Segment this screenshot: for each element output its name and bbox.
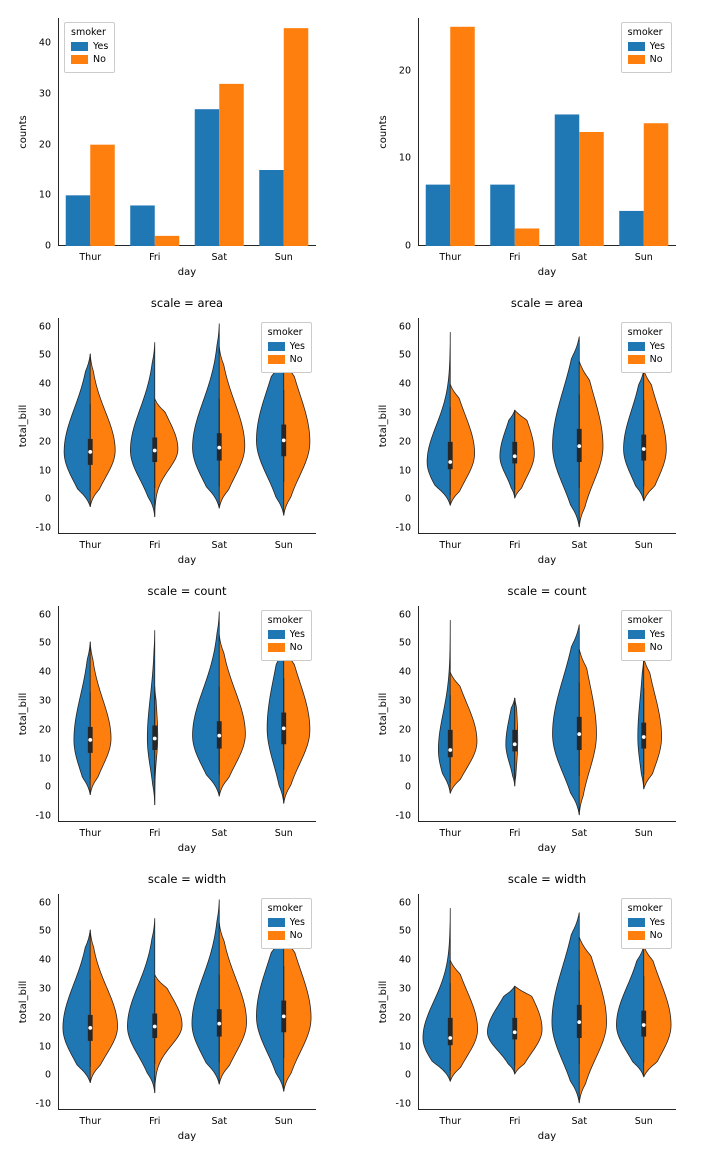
legend-swatch-icon: [268, 342, 285, 351]
plot-area: [378, 318, 676, 566]
x-tick-label: Thur: [439, 252, 462, 263]
x-tick-label: Sun: [634, 828, 653, 839]
y-tick-label: 0: [404, 240, 411, 252]
y-tick-label: 60: [398, 321, 411, 333]
violin-fri-no: [155, 399, 178, 517]
chart-panel: [0, 288, 360, 576]
violin-sat-no: [579, 649, 596, 815]
bar-no-thur: [450, 27, 475, 246]
y-tick-label: 60: [38, 321, 51, 333]
box-iqr: [512, 442, 517, 464]
x-tick-label: Sat: [571, 828, 588, 839]
bar-no-thur: [90, 145, 115, 246]
panel-title: scale = area: [150, 296, 224, 310]
legend-smoker: [621, 898, 672, 949]
box-median-marker: [88, 1026, 92, 1030]
y-tick-label: 0: [44, 493, 51, 505]
legend-item-label: Yes: [289, 341, 305, 352]
legend-item-label: Yes: [93, 41, 109, 52]
legend-title: smoker: [627, 903, 663, 914]
box-median-marker: [217, 1022, 221, 1026]
y-tick-label: 10: [398, 753, 411, 765]
x-tick-label: Thur: [439, 540, 462, 551]
y-tick-label: 20: [398, 65, 411, 77]
box-median-marker: [88, 450, 92, 454]
bar-no-sun: [644, 123, 669, 246]
chart-panel: [0, 864, 360, 1152]
y-tick-label: 50: [398, 637, 411, 649]
violin-sat-no: [219, 923, 246, 1084]
legend-item-label: No: [649, 354, 663, 365]
legend-swatch-icon: [71, 55, 88, 64]
legend-swatch-icon: [628, 55, 645, 64]
box-iqr: [512, 730, 517, 752]
legend-title: smoker: [267, 903, 303, 914]
violin-thur-no: [450, 960, 477, 1081]
y-tick-label: -10: [35, 810, 51, 822]
bar-yes-thur: [426, 185, 451, 246]
y-tick-label: 30: [398, 407, 411, 419]
legend-swatch-icon: [268, 931, 285, 940]
x-tick-label: Thur: [79, 540, 102, 551]
bar-yes-sat: [555, 114, 580, 246]
violin-thur-no: [90, 930, 117, 1083]
legend-swatch-icon: [628, 643, 645, 652]
violin-sun-no: [644, 370, 667, 501]
legend-swatch-icon: [628, 931, 645, 940]
violin-sun-no: [644, 946, 671, 1077]
x-tick-label: Sat: [211, 1116, 228, 1127]
box-median-marker: [577, 444, 581, 448]
violin-sun-no: [284, 646, 310, 803]
legend-item-yes: [628, 341, 665, 352]
y-tick-label: 60: [38, 897, 51, 909]
box-median-marker: [513, 1030, 517, 1034]
legend-item-yes: [628, 629, 665, 640]
legend-title: smoker: [627, 615, 663, 626]
y-axis-label: total_bill: [18, 404, 29, 448]
legend-item-no: [628, 642, 665, 653]
box-median-marker: [448, 460, 452, 464]
violin-sun-yes: [616, 946, 643, 1077]
y-tick-label: 0: [404, 1069, 411, 1081]
box-median-marker: [448, 748, 452, 752]
plot-area: [378, 18, 676, 278]
y-tick-label: 40: [38, 37, 51, 49]
y-tick-label: 20: [398, 436, 411, 448]
bar-yes-sun: [259, 170, 284, 246]
legend-swatch-icon: [628, 918, 645, 927]
legend-swatch-icon: [268, 918, 285, 927]
bar-no-sat: [219, 84, 244, 246]
panel-title: scale = width: [147, 872, 227, 886]
x-tick-label: Sun: [634, 1116, 653, 1127]
legend-title: smoker: [71, 27, 106, 38]
violin-thur-yes: [64, 354, 90, 507]
panel-title: scale = width: [507, 872, 587, 886]
x-tick-label: Thur: [79, 252, 102, 263]
legend-item-no: [71, 54, 108, 65]
y-axis-label: total_bill: [18, 980, 29, 1024]
y-tick-label: -10: [35, 1098, 51, 1110]
box-median-marker: [642, 447, 646, 451]
y-tick-label: 10: [38, 189, 51, 201]
legend-item-no: [628, 930, 665, 941]
y-axis-label: total_bill: [378, 404, 389, 448]
violin-sat-yes: [192, 900, 219, 1084]
x-tick-label: Thur: [439, 828, 462, 839]
panel-title: scale = area: [510, 296, 584, 310]
panel-title: scale = count: [147, 584, 227, 598]
legend-swatch-icon: [628, 355, 645, 364]
box-median-marker: [153, 737, 157, 741]
violin-sat-no: [579, 937, 606, 1103]
box-median-marker: [642, 1023, 646, 1027]
y-tick-label: 30: [398, 983, 411, 995]
violin-sat-yes: [193, 612, 220, 796]
y-tick-label: 60: [398, 609, 411, 621]
x-tick-label: Sat: [211, 252, 228, 263]
violin-sat-yes: [552, 913, 579, 1103]
y-tick-label: 20: [38, 1012, 51, 1024]
box-median-marker: [153, 449, 157, 453]
box-median-marker: [577, 1020, 581, 1024]
y-tick-label: 60: [398, 897, 411, 909]
x-tick-label: Sun: [634, 540, 653, 551]
y-tick-label: 0: [404, 781, 411, 793]
plot-area: [18, 318, 316, 566]
legend-swatch-icon: [268, 355, 285, 364]
violin-fri-no: [515, 986, 542, 1074]
box-iqr: [448, 442, 453, 469]
legend-swatch-icon: [628, 342, 645, 351]
x-tick-label: Sat: [571, 540, 588, 551]
violin-sun-yes: [256, 358, 283, 515]
y-tick-label: -10: [395, 522, 411, 534]
box-median-marker: [217, 734, 221, 738]
violin-sun-yes: [624, 370, 644, 501]
legend-item-label: Yes: [289, 629, 305, 640]
y-tick-label: -10: [395, 810, 411, 822]
y-axis-label: total_bill: [18, 692, 29, 736]
legend-smoker: [621, 322, 672, 373]
box-median-marker: [153, 1025, 157, 1029]
violin-sat-no: [219, 347, 245, 508]
box-median-marker: [448, 1036, 452, 1040]
plot-area: [18, 606, 316, 854]
legend-item-yes: [268, 341, 305, 352]
y-tick-label: 40: [38, 954, 51, 966]
violin-fri-yes: [130, 342, 154, 516]
x-axis-label: day: [537, 555, 557, 566]
legend-item-no: [268, 354, 305, 365]
legend-item-yes: [268, 917, 305, 928]
bar-no-sun: [284, 28, 309, 246]
bar-no-sat: [579, 132, 604, 246]
box-median-marker: [642, 735, 646, 739]
y-tick-label: 20: [38, 436, 51, 448]
y-axis-label: total_bill: [378, 692, 389, 736]
y-tick-label: 20: [398, 724, 411, 736]
legend-item-label: No: [93, 54, 106, 65]
legend-title: smoker: [627, 27, 663, 38]
y-tick-label: 40: [398, 378, 411, 390]
bar-yes-fri: [130, 205, 155, 246]
y-tick-label: 10: [38, 465, 51, 477]
legend-title: smoker: [267, 615, 303, 626]
y-tick-label: 0: [44, 240, 51, 252]
x-axis-label: day: [537, 1131, 557, 1142]
box-median-marker: [282, 727, 286, 731]
plot-area: [378, 606, 676, 854]
legend-item-no: [268, 642, 305, 653]
x-tick-label: Fri: [509, 828, 521, 839]
x-tick-label: Sun: [274, 828, 293, 839]
violin-thur-yes: [438, 620, 450, 793]
violin-thur-no: [90, 642, 111, 795]
plot-area: [378, 894, 676, 1142]
x-tick-label: Sat: [211, 828, 228, 839]
x-tick-label: Sat: [571, 1116, 588, 1127]
legend-title: smoker: [267, 327, 303, 338]
x-tick-label: Sun: [274, 540, 293, 551]
legend-smoker: [261, 610, 312, 661]
y-tick-label: -10: [395, 1098, 411, 1110]
legend-item-yes: [628, 917, 665, 928]
box-median-marker: [282, 1015, 286, 1019]
chart-panel: [360, 288, 720, 576]
chart-panel: [360, 576, 720, 864]
y-tick-label: 0: [44, 781, 51, 793]
y-axis-label: counts: [18, 115, 29, 149]
violin-fri-yes: [147, 630, 154, 804]
bar-yes-fri: [490, 185, 515, 246]
legend-item-label: No: [649, 54, 663, 65]
legend-item-yes: [268, 629, 305, 640]
x-tick-label: Fri: [509, 1116, 521, 1127]
y-axis-label: total_bill: [378, 980, 389, 1024]
chart-panel: [360, 0, 720, 288]
box-median-marker: [217, 446, 221, 450]
legend-item-label: Yes: [649, 341, 665, 352]
legend-swatch-icon: [628, 630, 645, 639]
box-median-marker: [513, 742, 517, 746]
bar-yes-sat: [195, 109, 220, 246]
y-tick-label: 20: [38, 724, 51, 736]
legend-item-no: [268, 930, 305, 941]
x-tick-label: Fri: [149, 540, 161, 551]
legend-item-label: No: [289, 354, 303, 365]
x-axis-label: day: [537, 843, 557, 854]
y-tick-label: 10: [38, 1041, 51, 1053]
y-tick-label: 10: [398, 1041, 411, 1053]
box-median-marker: [577, 732, 581, 736]
violin-thur-no: [450, 384, 474, 505]
legend-smoker: [621, 22, 672, 73]
violin-thur-yes: [63, 930, 90, 1083]
plot-area: [18, 18, 316, 278]
box-median-marker: [282, 439, 286, 443]
y-tick-label: 40: [38, 666, 51, 678]
y-tick-label: 20: [38, 139, 51, 151]
y-tick-label: 50: [38, 925, 51, 937]
x-tick-label: Fri: [149, 252, 161, 263]
legend-smoker: [261, 898, 312, 949]
y-tick-label: 0: [44, 1069, 51, 1081]
legend-item-yes: [71, 41, 108, 52]
violin-thur-yes: [423, 908, 450, 1081]
x-axis-label: day: [177, 555, 197, 566]
chart-panel: [360, 864, 720, 1152]
y-tick-label: -10: [35, 522, 51, 534]
y-tick-label: 30: [38, 983, 51, 995]
x-tick-label: Sun: [274, 1116, 293, 1127]
y-tick-label: 50: [38, 349, 51, 361]
y-tick-label: 50: [398, 925, 411, 937]
panel-title: scale = count: [507, 584, 587, 598]
y-tick-label: 10: [398, 152, 411, 164]
violin-thur-yes: [74, 642, 90, 795]
box-iqr: [448, 1018, 453, 1045]
x-tick-label: Fri: [149, 1116, 161, 1127]
y-axis-label: counts: [378, 115, 389, 149]
bar-no-fri: [155, 236, 180, 246]
violin-sun-no: [284, 358, 310, 515]
legend-smoker: [64, 22, 115, 73]
violin-fri-yes: [487, 986, 514, 1074]
y-tick-label: 10: [38, 753, 51, 765]
legend-smoker: [621, 610, 672, 661]
y-tick-label: 30: [38, 88, 51, 100]
x-tick-label: Sat: [571, 252, 588, 263]
y-tick-label: 30: [38, 695, 51, 707]
legend-smoker: [261, 322, 312, 373]
x-tick-label: Sat: [211, 540, 228, 551]
x-tick-label: Thur: [79, 1116, 102, 1127]
y-tick-label: 40: [398, 666, 411, 678]
legend-swatch-icon: [268, 630, 285, 639]
legend-item-label: No: [289, 930, 303, 941]
x-tick-label: Thur: [439, 1116, 462, 1127]
violin-sun-no: [284, 934, 311, 1091]
violin-sat-no: [579, 361, 603, 527]
y-tick-label: 60: [38, 609, 51, 621]
legend-title: smoker: [627, 327, 663, 338]
violin-thur-yes: [427, 332, 450, 505]
x-axis-label: day: [177, 843, 197, 854]
x-tick-label: Thur: [79, 828, 102, 839]
legend-item-label: Yes: [649, 41, 665, 52]
legend-item-no: [628, 54, 665, 65]
y-tick-label: 50: [38, 637, 51, 649]
violin-sun-yes: [267, 646, 284, 803]
legend-item-label: Yes: [649, 629, 665, 640]
y-tick-label: 50: [398, 349, 411, 361]
x-tick-label: Fri: [509, 540, 521, 551]
violin-thur-no: [90, 354, 115, 507]
chart-panel: [0, 0, 360, 288]
legend-item-label: Yes: [649, 917, 665, 928]
box-median-marker: [88, 738, 92, 742]
legend-item-no: [628, 354, 665, 365]
y-tick-label: 30: [398, 695, 411, 707]
legend-swatch-icon: [268, 643, 285, 652]
legend-item-label: No: [649, 642, 663, 653]
y-tick-label: 30: [38, 407, 51, 419]
box-iqr: [448, 730, 453, 757]
box-median-marker: [513, 454, 517, 458]
legend-item-label: No: [289, 642, 303, 653]
bar-yes-thur: [66, 195, 91, 246]
x-tick-label: Sun: [634, 252, 653, 263]
legend-swatch-icon: [71, 42, 88, 51]
legend-item-yes: [628, 41, 665, 52]
x-tick-label: Sun: [274, 252, 293, 263]
y-tick-label: 40: [38, 378, 51, 390]
x-axis-label: day: [177, 267, 197, 278]
box-iqr: [512, 1018, 517, 1040]
violin-thur-no: [450, 672, 477, 793]
x-axis-label: day: [177, 1131, 197, 1142]
bar-no-fri: [515, 228, 540, 246]
x-tick-label: Fri: [509, 252, 521, 263]
violin-sat-yes: [553, 337, 580, 527]
violin-sun-yes: [256, 934, 283, 1091]
x-tick-label: Fri: [149, 828, 161, 839]
legend-item-label: Yes: [289, 917, 305, 928]
legend-item-label: No: [649, 930, 663, 941]
y-tick-label: 0: [404, 493, 411, 505]
violin-sat-yes: [193, 324, 220, 508]
y-tick-label: 20: [398, 1012, 411, 1024]
violin-fri-yes: [127, 918, 154, 1092]
y-tick-label: 10: [398, 465, 411, 477]
legend-swatch-icon: [628, 42, 645, 51]
bar-yes-sun: [619, 211, 644, 246]
y-tick-label: 40: [398, 954, 411, 966]
violin-sat-yes: [553, 625, 580, 815]
chart-panel: [0, 576, 360, 864]
x-axis-label: day: [537, 267, 557, 278]
plot-area: [18, 894, 316, 1142]
violin-fri-no: [155, 975, 182, 1093]
violin-sat-no: [219, 635, 245, 796]
violin-sun-no: [644, 658, 662, 789]
violin-fri-no: [515, 410, 535, 498]
